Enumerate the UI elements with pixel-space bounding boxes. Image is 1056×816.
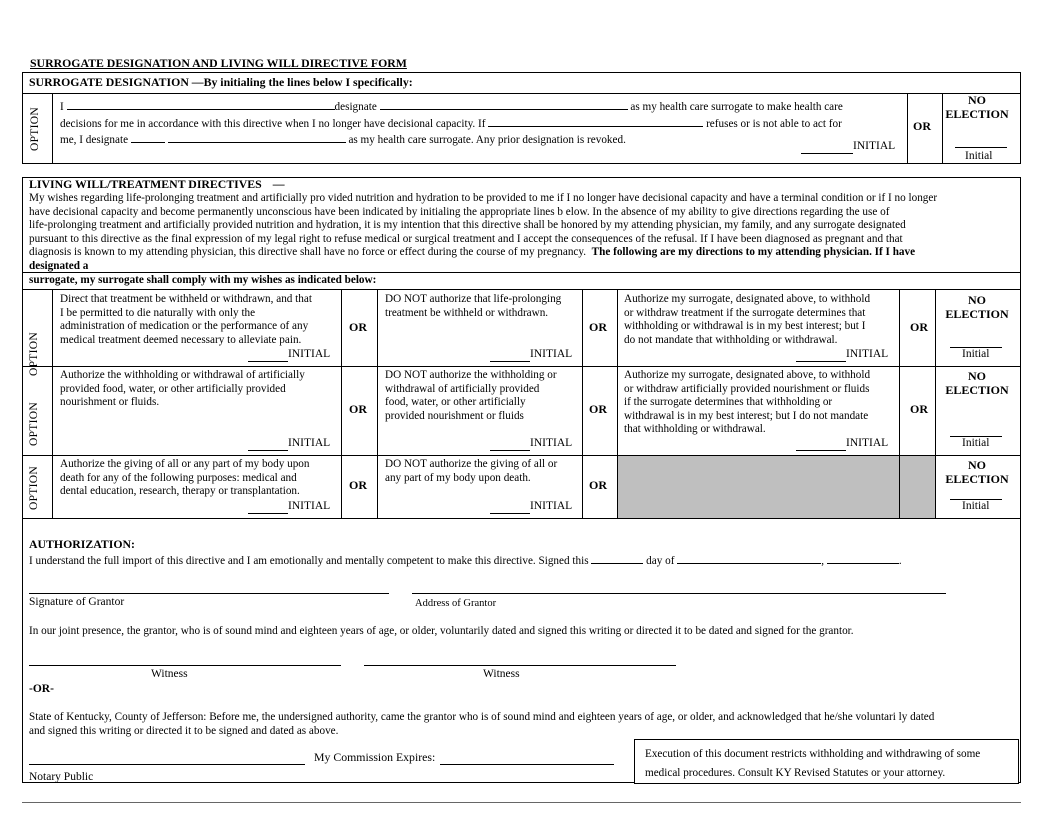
row1-col3-line: or withdraw treatment if the surrogate determines that [624,306,866,319]
row1-no-election: NO ELECTION [945,293,1009,321]
para-line: pursuant to this directive as the final expression of my legal right to refuse medical or surgical treatment and I accept the consequences of the refusal. If I have been diagnosed as pregnant and that [29,232,903,245]
surrogate-initial-label: INITIAL [853,140,896,152]
no-election-line[interactable] [955,147,1007,148]
text-designate: designate [334,101,377,113]
row1-col1-initial-line[interactable] [248,361,288,362]
row1-or2: OR [589,320,607,334]
row1-col1 [60,293,312,347]
witness2-label: Witness [483,668,520,680]
row3-gray-or-cell [900,456,935,518]
no-election-label: NO ELECTION [945,93,1009,121]
row2-col3-line: if the surrogate determines that withholding or [624,396,833,409]
header-dash: — [272,177,285,191]
row1-initial-small: Initial [962,348,990,360]
or-label: OR [913,119,931,133]
row3-option-label: OPTION [28,466,40,510]
row3-col1-line: dental education, research, therapy or transplantation. [60,485,300,498]
para-bold-tail: The following are my directions to my attending physician. If I have [591,246,916,259]
signed-month-field[interactable] [677,552,821,564]
row1-col3-line: do not mandate that withholding or withdrawal. [624,333,838,346]
row3-or1: OR [349,478,367,492]
row2-or1: OR [349,402,367,416]
row1-col1-initial: INITIAL [288,348,331,360]
row2-col1-line: Authorize the withholding or withdrawal of artificially [60,369,305,381]
notary-text-line: and signed this writing or directed it to be signed and dated as above. [29,724,339,737]
row2-col1-initial: INITIAL [288,437,331,449]
para-line: life-prolonging treatment and artificially provided nutrition and hydration, it is my intention that this directive shall be honored by my attending physician, my family, and any surrogate designated [29,219,906,232]
row2-col2-line: food, water, or other artificially [385,396,526,409]
text-line2-end: refuses or is not able to act for [706,117,842,130]
row1-col3 [624,293,870,347]
living-will-paragraph [29,192,1019,274]
comma-text: , [821,555,825,567]
para-line: My wishes regarding life-prolonging treatment and artificially pro vided nutrition and hydration to be provided to me if I no longer have decisional capacity and have a terminal condition or if I no longer [29,192,938,204]
row2-col3-line: that withholding or withdrawal. [624,423,766,436]
row1-col1-line: I be permitted to die naturally with only the [60,306,256,319]
row2-col2-line: withdrawal of artificially provided [385,382,540,395]
or-divider: -OR- [29,683,54,695]
notary-label: Notary Public [29,771,94,783]
form-title: SURROGATE DESIGNATION AND LIVING WILL DIRECTIVE FORM [30,56,407,70]
row1-col2-line: treatment be withheld or withdrawn. [385,306,549,319]
row2-col3-initial: INITIAL [846,437,889,449]
row3-col1-initial-line[interactable] [248,513,288,514]
living-will-header [29,178,284,192]
row3-col1-initial: INITIAL [288,500,331,512]
row1-col1-line: medical treatment deemed necessary to alleviate pain. [60,333,302,346]
signature-line[interactable] [29,593,389,594]
notice-line: medical procedures. Consult KY Revised Statutes or your attorney. [645,767,946,779]
row2-col1-line: provided food, water, or other artificially provided [60,382,286,395]
witness2-line[interactable] [364,665,676,666]
row1-or1: OR [349,320,367,334]
surrogate-header: SURROGATE DESIGNATION —By initialing the lines below I specifically: [29,75,413,89]
row1-col1-line: administration of medication or the performance of any [60,320,309,333]
notice-line: Execution of this document restricts withholding and withdrawing of some [645,748,981,760]
living-will-title: LIVING WILL/TREATMENT DIRECTIVES [29,177,262,191]
commission-label: My Commission Expires: [314,750,436,764]
day-of-text: day of [646,555,675,567]
statement-text: I understand the full import of this directive and I am emotionally and mentally competent to make this directive. Signed this [29,555,589,567]
row2-col2-line: DO NOT authorize the withholding or [385,369,557,381]
row2-col2-initial: INITIAL [530,437,573,449]
row2-col3-line: Authorize my surrogate, designated above, to withhold [624,369,871,381]
notice-text [645,745,980,783]
para-line: have decisional capacity and become permanently unconscious have been indicated by initialing the appropriate lines b elow. In the absence of my ability to give directions regarding the use of [29,205,890,218]
row1-col2-line: DO NOT authorize that life-prolonging [385,293,562,305]
text-i: I [60,101,64,113]
surrogate-name-field[interactable] [380,98,628,110]
address-label: Address of Grantor [415,598,497,609]
signed-day-field[interactable] [591,552,643,564]
row3-col1-line: death for any of the following purposes: medical and [60,471,297,484]
row2-col2-initial-line[interactable] [490,450,530,451]
row3-no-election: NO ELECTION [945,458,1009,486]
row1-col3-line: Authorize my surrogate, designated above, to withhold [624,293,871,305]
row3-initial-small: Initial [962,500,990,512]
text-line2: decisions for me in accordance with this directive when I no longer have decisional capacity. If [60,117,486,130]
witness1-label: Witness [151,668,188,680]
para-line: diagnosis is known to my attending physician, this directive shall have no force or effect during the course of my pregnancy. [29,246,587,259]
row2-col1-line: nourishment or fluids. [60,396,160,409]
presence-text: In our joint presence, the grantor, who is of sound mind and eighteen years of age, or older, voluntarily dated and signed this writing or directed it to be dated and signed for the grantor. [29,625,854,637]
row2-option-label: OPTION [28,402,40,446]
row1-col1-line: Direct that treatment be withheld or withdrawn, and that [60,293,312,305]
authorization-statement [29,552,902,569]
row1-col3-line: withholding or withdrawal is in my best interest; but I [624,320,866,333]
row2-col3-line: withdrawal is in my best interest; but I do not mandate [624,409,869,422]
row2-col1 [60,369,305,410]
row1-col2-initial: INITIAL [530,348,573,360]
grantor-name-field[interactable] [67,98,335,110]
row2-or3: OR [910,402,928,416]
row2-initial-small: Initial [962,437,990,449]
text-line3a: me, I designate [60,134,129,147]
row3-col2-line: DO NOT authorize the giving of all or [385,458,558,470]
commission-line[interactable] [440,764,614,765]
row2-col3-line: or withdraw artificially provided nourishment or fluids [624,382,870,395]
row3-col1 [60,458,310,499]
signature-label: Signature of Grantor [29,596,125,608]
row1-col3-initial-line[interactable] [796,361,846,362]
row2-col2-line: provided nourishment or fluids [385,409,524,422]
alternate-trigger-field[interactable] [488,115,703,127]
witness1-line[interactable] [29,665,341,666]
row1-or3: OR [910,320,928,334]
surrogate-initial-line[interactable] [801,153,853,154]
row1-col2-initial-line[interactable] [490,361,530,362]
signed-year-field[interactable] [827,552,899,564]
alternate-prefix-field[interactable] [131,131,165,143]
para-bold-line3: surrogate, my surrogate shall comply with my wishes as indicated below: [29,274,377,286]
period-text: . [898,555,902,567]
row3-col2-initial: INITIAL [530,500,573,512]
row1-col3-initial: INITIAL [846,348,889,360]
notary-text-line: State of Kentucky, County of Jefferson: Before me, the undersigned authority, came the grantor who is of sound mind and eighteen years of age, or older, and acknowledged that he/she voluntari ly dated [29,711,935,723]
row2-col3 [624,369,870,437]
row3-col1-line: Authorize the giving of all or any part of my body upon [60,458,310,470]
footer-rule [22,802,1021,803]
row2-or2: OR [589,402,607,416]
row1-option-label: OPTION [28,332,40,376]
text-line3b: as my health care surrogate. Any prior designation is revoked. [348,134,626,147]
row2-col2 [385,369,557,423]
row3-col2 [385,458,557,485]
row3-gray-cell [618,456,899,518]
row2-col3-initial-line[interactable] [796,450,846,451]
row3-or2: OR [589,478,607,492]
para-bold-line2: designated a [29,259,89,272]
row3-col2-line: any part of my body upon death. [385,471,531,484]
alternate-surrogate-field[interactable] [168,131,346,143]
address-line[interactable] [412,593,946,594]
authorization-header: AUTHORIZATION: [29,537,135,551]
row3-col2-initial-line[interactable] [490,513,530,514]
notary-text [29,711,934,738]
text-line1-end: as my health care surrogate to make health care [630,101,843,113]
surrogate-text [60,98,905,148]
row2-no-election: NO ELECTION [945,369,1009,397]
row1-col2 [385,293,561,320]
option-label: OPTION [29,107,41,151]
row2-col1-initial-line[interactable] [248,450,288,451]
initial-small: Initial [965,150,993,162]
notary-signature-line[interactable] [29,764,305,765]
